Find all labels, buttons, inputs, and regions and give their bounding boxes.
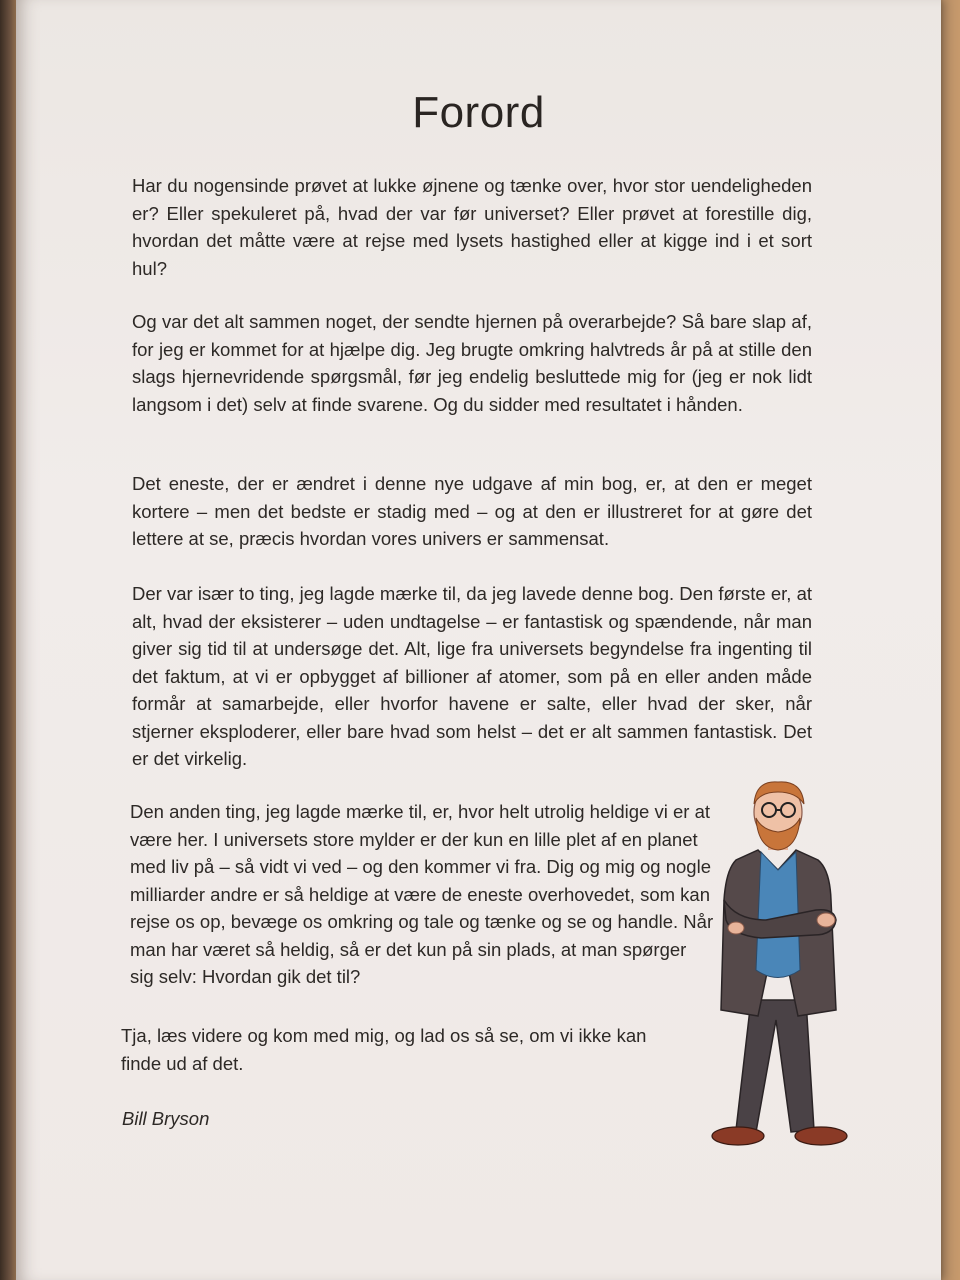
book-page	[16, 0, 941, 1280]
author-illustration	[696, 770, 866, 1160]
paragraph-6: Tja, læs videre og kom med mig, og lad os så se, om vi ikke kan finde ud af det.	[121, 1025, 647, 1074]
paragraph-5: Den anden ting, jeg lagde mærke til, er, hvor helt utrolig heldige vi er at være her. I universets store mylder er der kun en lille plet af en planet med liv på – så vidt vi ved – og den kommer vi fra. Dig og mig og nogle milliarder andre er så heldige at være de eneste overhovedet, som kan rejse os op, bevæge os omkring og tale og tænke og se og handle. Når man har været så heldig, så er det kun på sin plads, at man spørger sig selv: Hvordan gik det til?	[130, 801, 714, 987]
page-title: Forord	[412, 88, 545, 137]
paragraph-3: Det eneste, der er ændret i denne nye udgave af min bog, er, at den er meget kortere – men det bedste er stadig med – og at den er illustreret for at gøre det lettere at se, præcis hvordan vores univers er sammensat.	[132, 473, 812, 549]
author-signature: Bill Bryson	[122, 1108, 210, 1129]
paragraph-4: Der var især to ting, jeg lagde mærke til, da jeg lavede denne bog. Den første er, at alt, hvad der eksisterer – uden undtagelse – er fantastisk og spændende, når man giver sig tid til at undersøge det. Alt, lige fra universets begyndelse fra ingenting til det faktum, at vi er opbygget af billioner af atomer, som på en eller anden måde formår at samarbejde, eller hvorfor havene er salte, eller hvad der sker, når stjerner eksploderer, eller bare hvad som helst – det er alt sammen fantastisk. Det er det virkelig.	[132, 583, 812, 769]
paragraph-2: Og var det alt sammen noget, der sendte hjernen på overarbejde? Så bare slap af, for jeg er kommet for at hjælpe dig. Jeg brugte omkring halvtreds år på at stille den slags hjernevridende spørgsmål, før jeg endelig besluttede mig for (jeg er nok lidt langsom i det) selv at finde svarene. Og du sidder med resultatet i hånden.	[132, 311, 812, 415]
paragraph-1: Har du nogensinde prøvet at lukke øjnene og tænke over, hvor stor uendeligheden er? Eller spekuleret på, hvad der var før universet? Eller prøvet at forestille dig, hvordan det måtte være at rejse med lysets hastighed eller at kigge ind i et sort hul?	[132, 175, 812, 279]
